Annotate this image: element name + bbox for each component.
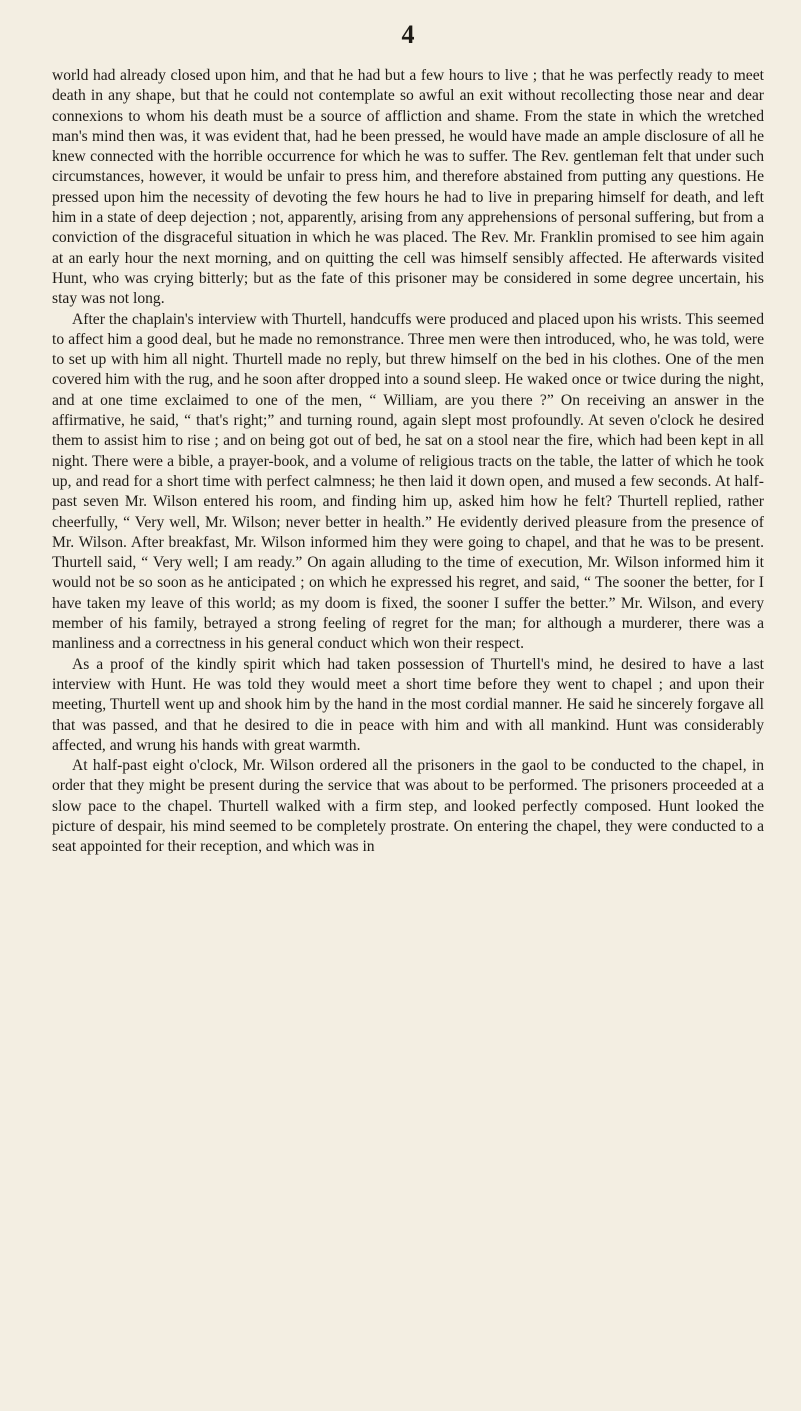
body-text (52, 66, 764, 858)
document-page (52, 22, 764, 1392)
page-number: 4 (401, 20, 415, 49)
paragraph: After the chaplain's interview with Thurtell, handcuffs were produced and placed upon his wrists. This seemed to affect him a good deal, but he made no remonstrance. Three men were then introduced, who, he was told, were to set up with him all night. Thurtell made no reply, but threw himself on the bed in his clothes. One of the men covered him with the rug, and he soon after dropped into a sound sleep. He waked once or twice during the night, and at one time exclaimed to one of the men, “ William, are you there ?” On receiving an answer in the affirmative, he said, “ that's right;” and turning round, again slept most profoundly. At seven o'clock he desired them to assist him to rise ; and on being got out of bed, he sat on a stool near the fire, which had been kept in all night. There were a bible, a prayer-book, and a volume of religious tracts on the table, the latter of which he took up, and read for a short time with perfect calmness; he then laid it down open, and mused a few seconds. At half-past seven Mr. Wilson entered his room, and finding him up, asked him how he felt? Thurtell replied, rather cheerfully, “ Very well, Mr. Wilson; never better in health.” He evidently derived pleasure from the presence of Mr. Wilson. After breakfast, Mr. Wilson informed him they were going to chapel, and that he was to be present. Thurtell said, “ Very well; I am ready.” On again alluding to the time of execution, Mr. Wilson informed him it would not be so soon as he anticipated ; on which he expressed his regret, and said, “ The sooner the better, for I have taken my leave of this world; as my doom is fixed, the sooner I suffer the better.” Mr. Wilson, and every member of his family, betrayed a strong feeling of regret for the man; for although a murderer, there was a manliness and a correctness in his general conduct which won their respect. (52, 310, 764, 653)
paragraph: At half-past eight o'clock, Mr. Wilson ordered all the prisoners in the gaol to be conducted to the chapel, in order that they might be present during the service that was about to be performed. The prisoners proceeded at a slow pace to the chapel. Thurtell walked with a firm step, and looked perfectly composed. Hunt looked the picture of despair, his mind seemed to be completely prostrate. On entering the chapel, they were conducted to a seat appointed for their reception, and which was in (52, 757, 764, 856)
paragraph: As a proof of the kindly spirit which had taken possession of Thurtell's mind, he desired to have a last interview with Hunt. He was told they would meet a short time before they went to chapel ; and upon their meeting, Thurtell went up and shook him by the hand in the most cordial manner. He said he sincerely forgave all that was passed, and that he desired to die in peace with him and with all mankind. Hunt was considerably affected, and wrung his hands with great warmth. (52, 655, 764, 754)
paragraph: world had already closed upon him, and that he had but a few hours to live ; that he was perfectly ready to meet death in any shape, but that he could not contemplate so awful an exit without recollecting those near and dear connexions to whom his death must be a source of affliction and shame. From the state in which the wretched man's mind then was, it was evident that, had he been pressed, he would have made an ample disclosure of all he knew connected with the horrible occurrence for which he was to suffer. The Rev. gentleman felt that under such circumstances, however, it would be unfair to press him, and therefore abstained from putting any questions. He pressed upon him the necessity of devoting the few hours he had to live in preparing himself for death, and left him in a state of deep dejection ; not, apparently, arising from any apprehensions of personal suffering, but from a conviction of the disgraceful situation in which he was placed. The Rev. Mr. Franklin promised to see him again at an early hour the next morning, and on quitting the cell was himself sensibly affected. He afterwards visited Hunt, who was crying bitterly; but as the fate of this prisoner may be considered in some degree uncertain, his stay was not long. (52, 67, 764, 308)
